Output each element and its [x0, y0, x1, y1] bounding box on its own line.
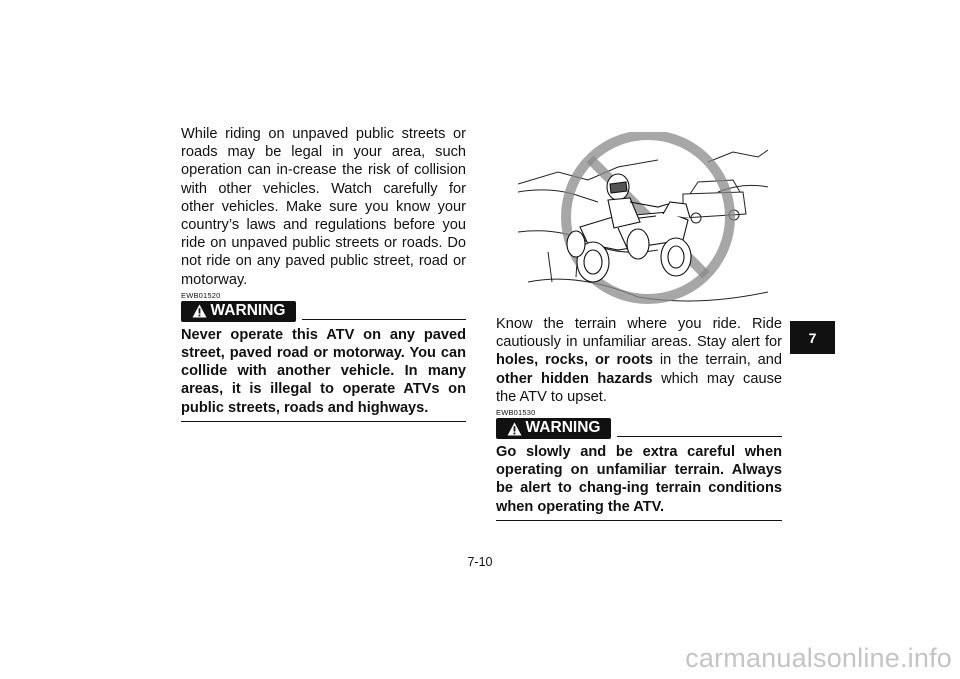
terrain-emphasis-1: holes, rocks, or roots [496, 352, 653, 369]
right-column [496, 315, 782, 521]
watermark: carmanualsonline.info [685, 643, 952, 673]
warning-badge [496, 418, 611, 439]
terrain-text-2: in the terrain, and [652, 352, 782, 369]
warning-label: WARNING [525, 419, 601, 437]
terrain-paragraph [496, 315, 782, 406]
warning-header [181, 301, 466, 322]
warning-code: EWB01530 [496, 408, 536, 418]
body-paragraph: While riding on unpaved public streets or roads may be legal in your area, such operation can in-crease the risk of collision with other vehicles. Watch carefully for other vehicles. Make sure you know your country’s laws and regulations before you ride on unpaved public streets or roads. Do not ride on any paved public street, road or motorway. [181, 126, 466, 288]
warning-rule [302, 319, 466, 320]
chapter-tab: 7 [790, 321, 835, 354]
left-column [181, 125, 466, 422]
warning-text: Never operate this ATV on any paved street, paved road or motorway. You can collide with another vehicle. In many areas, it is illegal to operate ATVs on public streets, roads and highways. [181, 326, 466, 422]
warning-rule [617, 436, 782, 437]
warning-badge [181, 301, 296, 322]
warning-text: Go slowly and be extra careful when operating on unfamiliar terrain. Always be alert to chang-ing terrain conditions when operating the ATV. [496, 443, 782, 521]
warning-triangle-icon [192, 304, 207, 318]
terrain-text-1: Know the terrain where you ride. Ride cautiously in unfamiliar areas. Stay alert for [496, 316, 782, 351]
terrain-text-3: which may cause the ATV to upset. [496, 370, 782, 405]
terrain-emphasis-2: other hidden hazards [496, 370, 653, 387]
atv-rider-illustration [518, 132, 768, 310]
warning-triangle-icon [507, 422, 522, 436]
warning-header [496, 418, 782, 439]
warning-label: WARNING [210, 302, 286, 320]
page-number: 7-10 [467, 555, 493, 569]
warning-code: EWB01520 [181, 290, 221, 300]
